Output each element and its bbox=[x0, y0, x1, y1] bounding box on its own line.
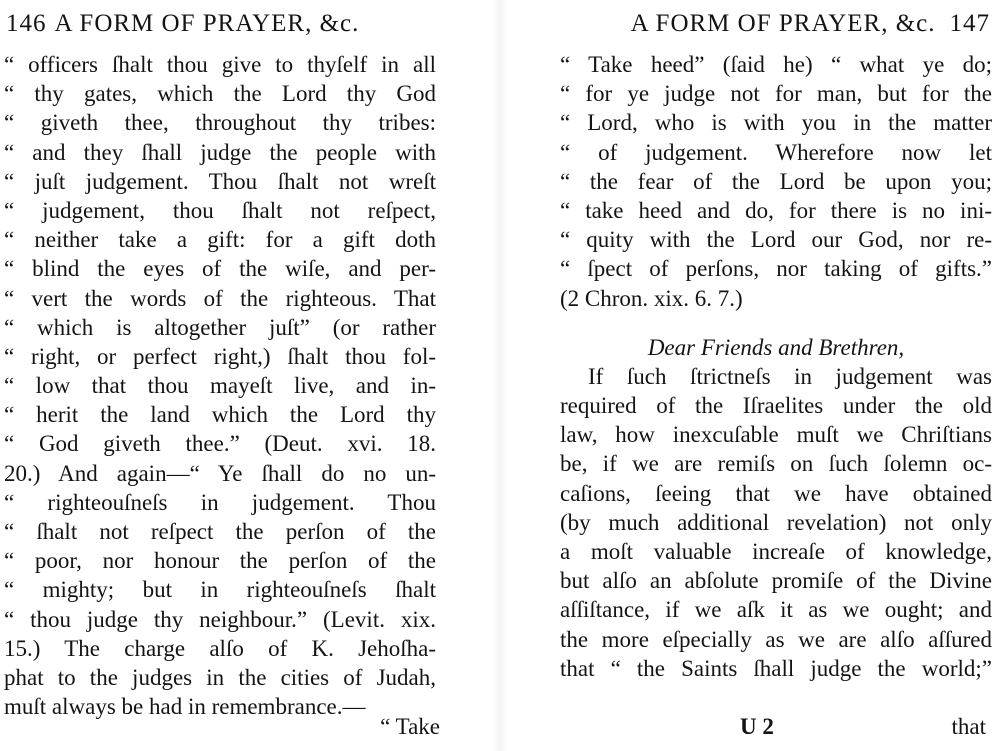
text-line: “ of judgement. Wherefore now let bbox=[560, 139, 992, 165]
paragraph-line: but alſo an abſolute promiſe of the Divine bbox=[560, 568, 992, 594]
paragraph-line: that “ the Saints ſhall judge the world;” bbox=[560, 655, 992, 681]
left-text-block bbox=[4, 50, 436, 721]
paragraph-line: law, how inexcuſable muſt we Chriſtians bbox=[560, 422, 992, 448]
paragraph-line: required of the Iſraelites under the old bbox=[560, 393, 992, 419]
salutation: Dear Friends and Brethren, bbox=[647, 334, 905, 360]
text-line: “ mighty; but in righteouſneſs ſhalt bbox=[4, 577, 436, 603]
right-running-head bbox=[623, 10, 990, 40]
left-page bbox=[0, 0, 492, 751]
left-catchword: “ Take bbox=[380, 714, 440, 739]
text-line: “ vert the words of the righteous. That bbox=[4, 285, 436, 311]
text-line: “ the fear of the Lord be upon you; bbox=[560, 168, 992, 194]
text-line: “ quity with the Lord our God, nor re- bbox=[560, 227, 992, 253]
text-line: “ God giveth thee.” (Deut. xvi. 18. bbox=[4, 431, 436, 457]
left-running-head bbox=[6, 10, 359, 40]
paragraph-line: caſions, ſeeing that we have obtained bbox=[560, 480, 992, 506]
right-text-block bbox=[560, 50, 992, 683]
text-line: “ low that thou mayeſt live, and in- bbox=[4, 373, 436, 399]
left-page-number: 146 bbox=[6, 10, 47, 37]
paragraph-line: aſſiſtance, if we aſk it as we ought; and bbox=[560, 597, 992, 623]
text-line: “ and they ſhall judge the people with bbox=[4, 139, 436, 165]
signature-mark: U 2 bbox=[740, 714, 774, 739]
text-line: “ for ye judge not for man, but for the bbox=[560, 81, 992, 107]
paragraph-line: (by much additional revelation) not only bbox=[560, 509, 992, 535]
text-line: 20.) And again—“ Ye ſhall do no un- bbox=[4, 460, 436, 486]
text-line: “ giveth thee, throughout thy tribes: bbox=[4, 110, 436, 136]
text-line: “ take heed and do, for there is no ini- bbox=[560, 197, 992, 223]
paragraph-line: be, if we are remiſs on ſuch ſolemn oc- bbox=[560, 451, 992, 477]
text-line: “ thy gates, which the Lord thy God bbox=[4, 81, 436, 107]
right-running-title: A FORM OF PRAYER, &c. bbox=[630, 10, 936, 37]
text-line: “ poor, nor honour the perſon of the bbox=[4, 548, 436, 574]
left-running-title: A FORM OF PRAYER, &c. bbox=[54, 10, 360, 37]
paragraph-line: a moſt valuable increaſe of knowledge, bbox=[560, 539, 992, 564]
text-line: “ right, or perfect right,) ſhalt thou fol- bbox=[4, 343, 436, 369]
text-line: 15.) The charge alſo of K. Jehoſha- bbox=[4, 635, 436, 661]
right-catchword: that bbox=[951, 714, 986, 739]
text-line: “ ſpect of perſons, nor taking of gifts.” bbox=[560, 256, 992, 282]
book-gutter bbox=[492, 0, 508, 751]
scripture-reference: (2 Chron. xix. 6. 7.) bbox=[560, 285, 743, 311]
text-line: muſt always be had in remembrance.— bbox=[4, 694, 366, 720]
paragraph-line: the more eſpecially as we are alſo aſſured bbox=[560, 626, 992, 652]
right-page bbox=[508, 0, 1000, 751]
text-line: “ neither take a gift: for a gift doth bbox=[4, 227, 436, 253]
text-line: “ judgement, thou ſhalt not reſpect, bbox=[4, 197, 436, 223]
text-line: “ Take heed” (ſaid he) “ what ye do; bbox=[560, 52, 992, 77]
spacer bbox=[560, 313, 992, 333]
text-line: “ ſhalt not reſpect the perſon of the bbox=[4, 519, 436, 544]
text-line: phat to the judges in the cities of Judah, bbox=[4, 664, 436, 690]
text-line: “ righteouſneſs in judgement. Thou bbox=[4, 489, 436, 515]
text-line: “ officers ſhalt thou give to thyſelf in all bbox=[4, 52, 436, 77]
text-line: “ thou judge thy neighbour.” (Levit. xix. bbox=[4, 606, 436, 632]
text-line: “ juſt judgement. Thou ſhalt not wreſt bbox=[4, 168, 436, 194]
text-line: “ Lord, who is with you in the matter bbox=[560, 110, 992, 136]
text-line: “ which is altogether juſt” (or rather bbox=[4, 314, 436, 340]
text-line: “ herit the land which the Lord thy bbox=[4, 402, 436, 428]
paragraph-line: If ſuch ſtrictneſs in judgement was bbox=[588, 363, 992, 389]
text-line: “ blind the eyes of the wiſe, and per- bbox=[4, 256, 436, 282]
right-page-number: 147 bbox=[949, 10, 990, 37]
